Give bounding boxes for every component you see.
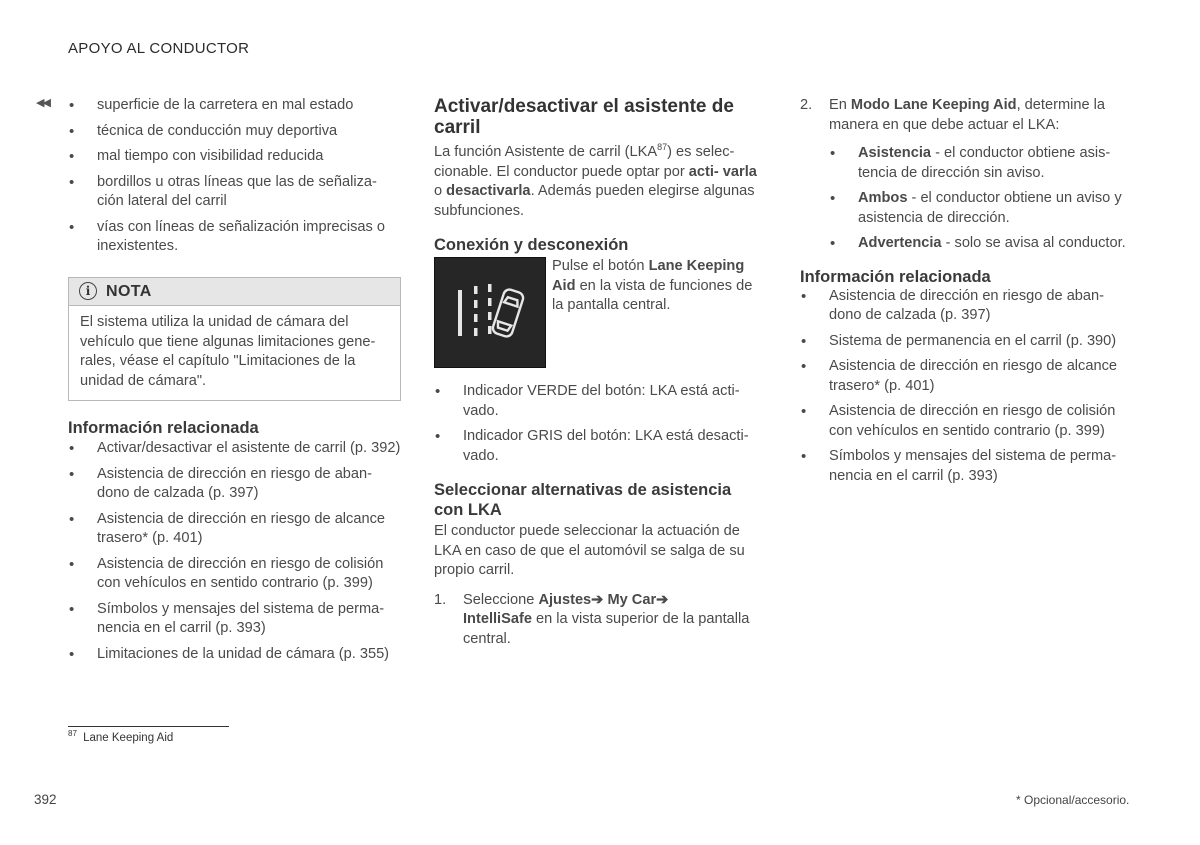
footnote-ref: 87 xyxy=(657,142,668,153)
option-item xyxy=(829,144,1130,183)
option-item xyxy=(829,189,1130,228)
related-link[interactable]: • Asistencia de dirección en riesgo de colisión con vehículos en sentido contrario (p. 399) xyxy=(800,402,1130,441)
note-box xyxy=(68,277,401,402)
step-2 xyxy=(800,96,1130,135)
step-1 xyxy=(434,591,764,650)
text: , determine la manera en que debe actuar el LKA: xyxy=(829,97,1105,133)
optional-note: * Opcional/accesorio. xyxy=(1016,793,1130,807)
section-heading: Activar/desactivar el asistente de carril xyxy=(434,96,734,138)
option-name: Ambos xyxy=(858,190,908,206)
text: Pulse el botón xyxy=(552,258,649,274)
select-paragraph: El conductor puede seleccionar la actuación de LKA en caso de que el automóvil se salga de su propio carril. xyxy=(434,523,745,578)
note-body: El sistema utiliza la unidad de cámara del vehículo que tiene algunas limitaciones gene- rales, véase el capítulo "Limitaciones de la unidad de cámara". xyxy=(80,314,376,389)
related-link[interactable]: • Símbolos y mensajes del sistema de perma- nencia en el carril (p. 393) xyxy=(68,600,401,639)
intro-text: . Además pueden elegirse algunas subfunciones. xyxy=(434,183,755,219)
intro-text: La función Asistente de carril (LKA xyxy=(434,144,658,160)
text: en la vista superior de la pantalla central. xyxy=(463,611,750,647)
step-number: 1. xyxy=(434,591,447,608)
arrow-icon: ➔ xyxy=(591,591,604,608)
mode-options xyxy=(829,144,1130,254)
intro-paragraph xyxy=(434,143,764,221)
text: En xyxy=(829,97,851,113)
list-item: • mal tiempo con visibilidad reducida xyxy=(68,147,401,167)
list-item: • técnica de conducción muy deportiva xyxy=(68,122,401,142)
lka-button-block xyxy=(434,257,764,368)
info-icon: i xyxy=(79,282,97,300)
column-2 xyxy=(434,96,764,649)
note-title: NOTA xyxy=(106,282,152,300)
footnote xyxy=(68,729,174,744)
list-item: • bordillos u otras líneas que las de señaliza- ción lateral del carril xyxy=(68,173,401,212)
list-item: • superficie de la carretera en mal estado xyxy=(68,96,401,116)
related-link[interactable]: • Sistema de permanencia en el carril (p. 390) xyxy=(800,332,1130,352)
button-instructions xyxy=(552,257,764,368)
intro-text: o xyxy=(434,183,447,199)
footnote-number: 87 xyxy=(68,729,77,739)
related-info-heading: Información relacionada xyxy=(68,419,259,437)
intro-text: ) es selec- cionable. El conductor puede optar por xyxy=(434,144,735,180)
column-1 xyxy=(68,96,401,670)
menu-path: My Car xyxy=(603,591,657,608)
lane-keeping-aid-button[interactable] xyxy=(434,257,546,368)
note-header xyxy=(69,278,400,307)
text: en la vista de funciones de la pantalla central. xyxy=(552,277,753,313)
related-link[interactable]: • Activar/desactivar el asistente de carril (p. 392) xyxy=(68,439,401,459)
indicator-list xyxy=(434,382,764,466)
setting-name: Modo Lane Keeping Aid xyxy=(850,97,1017,113)
option-item xyxy=(829,234,1130,254)
related-link[interactable]: • Asistencia de dirección en riesgo de alcance trasero* (p. 401) xyxy=(800,357,1130,396)
related-list xyxy=(68,439,401,664)
option-desc: - el conductor obtiene un aviso y asistencia de dirección. xyxy=(858,190,1122,226)
button-name: Lane Keeping Aid xyxy=(552,258,745,294)
related-list xyxy=(800,287,1130,487)
related-link[interactable]: • Asistencia de dirección en riesgo de aban- dono de calzada (p. 397) xyxy=(68,465,401,504)
select-heading: Seleccionar alternativas de asistencia con LKA xyxy=(434,481,732,519)
arrow-icon: ➔ xyxy=(656,591,669,608)
menu-path: Ajustes xyxy=(538,591,592,608)
intro-bold: desactivarla xyxy=(446,183,531,199)
list-item: • vías con líneas de señalización imprecisas o inexistentes. xyxy=(68,218,401,257)
option-desc: - solo se avisa al conductor. xyxy=(941,235,1126,251)
onoff-heading: Conexión y desconexión xyxy=(434,236,629,254)
related-link[interactable]: • Asistencia de dirección en riesgo de alcance trasero* (p. 401) xyxy=(68,510,401,549)
option-name: Asistencia xyxy=(858,145,932,161)
step-number: 2. xyxy=(800,97,813,113)
list-item: • Indicador GRIS del botón: LKA está desacti- vado. xyxy=(434,427,764,466)
related-link[interactable]: • Asistencia de dirección en riesgo de aban- dono de calzada (p. 397) xyxy=(800,287,1130,326)
related-link[interactable]: • Limitaciones de la unidad de cámara (p. 355) xyxy=(68,645,401,665)
lane-keeping-icon xyxy=(450,278,530,348)
page-number: 392 xyxy=(34,792,57,807)
column-3 xyxy=(800,96,1130,492)
related-info-heading: Información relacionada xyxy=(800,267,991,286)
related-link[interactable]: • Símbolos y mensajes del sistema de perma- nencia en el carril (p. 393) xyxy=(800,447,1130,486)
section-title: APOYO AL CONDUCTOR xyxy=(68,40,250,57)
list-item: • Indicador VERDE del botón: LKA está acti- vado. xyxy=(434,382,764,421)
option-desc: - el conductor obtiene asis- tencia de dirección sin aviso. xyxy=(858,145,1111,181)
option-name: Advertencia xyxy=(858,235,942,251)
continuation-icon: ◀◀ xyxy=(36,97,49,109)
conditions-list xyxy=(68,96,401,257)
intro-bold: acti- varla xyxy=(688,163,757,180)
text: Seleccione xyxy=(463,591,539,608)
menu-path: IntelliSafe xyxy=(463,611,532,627)
related-link[interactable]: • Asistencia de dirección en riesgo de colisión con vehículos en sentido contrario (p. 399) xyxy=(68,555,401,594)
footnote-text: Lane Keeping Aid xyxy=(83,732,174,744)
footnote-divider xyxy=(68,726,229,727)
